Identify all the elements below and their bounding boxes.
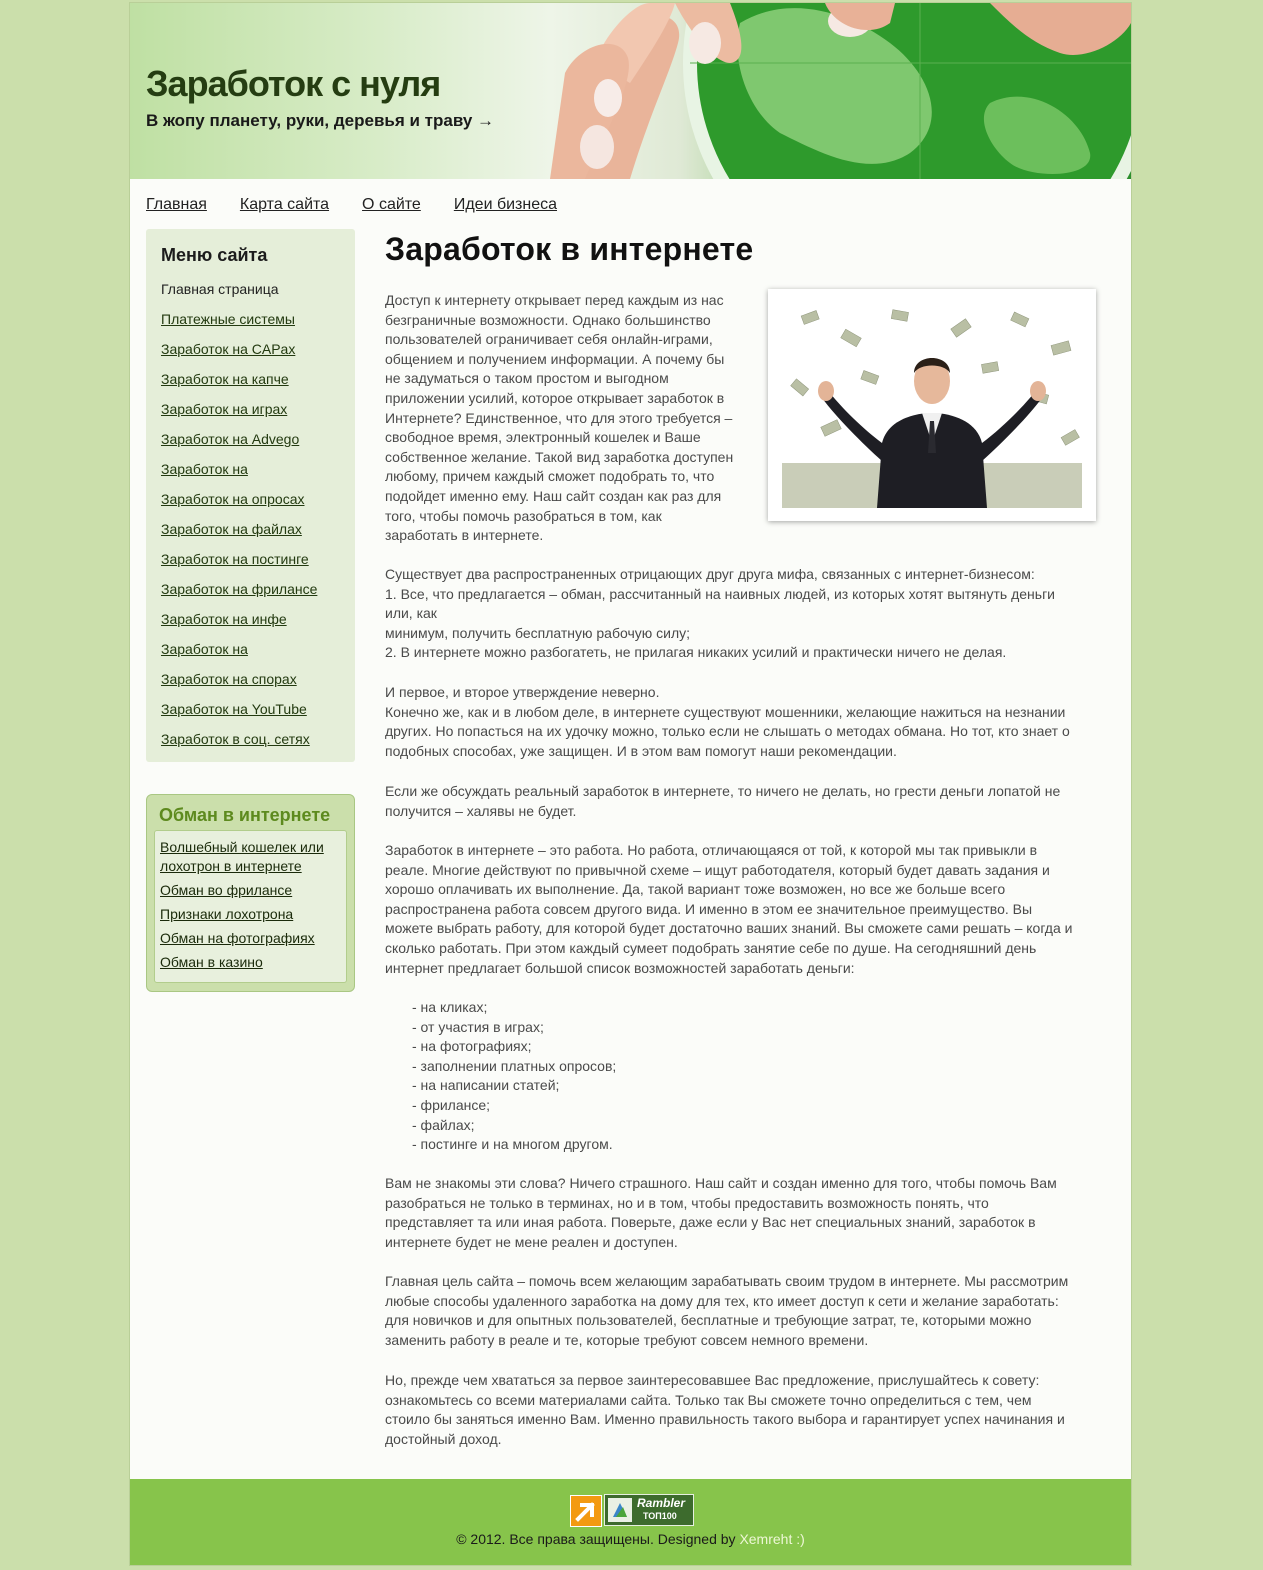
sidebar-item bbox=[161, 731, 317, 761]
sidebar-item-info[interactable]: Заработок на инфе bbox=[161, 611, 287, 627]
intro-line: приложении усилий, которое открывает заработок в bbox=[385, 389, 725, 406]
work-line: можете выбрать работу, для которой будет достаточно ваших знаний. Вы сможете сами решать – когда и bbox=[385, 920, 1073, 937]
sidebar-item bbox=[161, 491, 317, 521]
sidebar-item bbox=[161, 581, 317, 611]
list-item: - фрилансе; bbox=[412, 1096, 491, 1113]
scam-box-title: Обман в интернете bbox=[159, 805, 331, 825]
sidebar-menu-title: Меню сайта bbox=[161, 245, 268, 265]
sidebar-item bbox=[161, 371, 317, 401]
myths-line: 1. Все, что предлагается – обман, рассчитанный на наивных людей, из которых хотят вытянуть деньги bbox=[385, 585, 1055, 602]
goal-line: для новичков и для опытных пользователей, бесплатные и требующие затрат, те, которыми можно bbox=[385, 1312, 1032, 1329]
sidebar-item-surveys[interactable]: Заработок на опросах bbox=[161, 491, 305, 507]
opportunities-list bbox=[412, 998, 616, 1155]
sidebar-item bbox=[161, 551, 317, 581]
sidebar-item-advego[interactable]: Заработок на Advego bbox=[161, 431, 300, 447]
scam-box bbox=[146, 794, 355, 992]
sidebar-item bbox=[161, 401, 317, 431]
intro-line: заработать в интернете. bbox=[385, 527, 544, 544]
advice-line: Но, прежде чем хвататься за первое заинтересовавшее Вас предложение, прислушайтесь к совету: bbox=[385, 1372, 1040, 1388]
top100-label: ТОП100 bbox=[643, 1511, 677, 1521]
site-header bbox=[130, 3, 1131, 179]
intro-line: не задуматься о таком простом и выгодном bbox=[385, 370, 669, 387]
terms-paragraph bbox=[385, 1174, 1057, 1252]
intro-paragraph bbox=[385, 291, 755, 546]
scam-box-inner bbox=[154, 830, 347, 983]
scam-box-list bbox=[160, 838, 340, 977]
work-line: распространена работа совсем другого вида. И именно в этом ее значительное преимущество. Вы bbox=[385, 900, 1033, 917]
terms-line: разобраться не только в терминах, но и в том, чтобы предоставить возможность понять, что bbox=[385, 1194, 989, 1211]
intro-line: любому, причем каждый сможет подобрать то, что bbox=[385, 468, 715, 485]
designer-link[interactable]: Xemreht :) bbox=[739, 1531, 805, 1547]
list-item: - на фотографиях; bbox=[412, 1038, 532, 1055]
list-item: - на написании статей; bbox=[412, 1077, 560, 1094]
sidebar-item bbox=[161, 611, 317, 641]
work-line: интернет предлагает большой список возможностей заработать деньги: bbox=[385, 959, 855, 976]
goal-line: любые способы удаленного заработка на дому для тех, кто имеет доступ к сети и желание заработать: bbox=[385, 1292, 1059, 1309]
sidebar-item-cap[interactable]: Заработок на CAPах bbox=[161, 341, 296, 357]
rambler-label: Rambler bbox=[637, 1496, 686, 1510]
sidebar-item-freelance[interactable]: Заработок на фрилансе bbox=[161, 581, 318, 597]
scam-item bbox=[160, 929, 340, 948]
myths-line: 2. В интернете можно разбогатеть, не прилагая никаких усилий и практически ничего не делая. bbox=[385, 644, 1007, 661]
work-line: Заработок в интернете – это работа. Но работа, отличающаяся от той, к которой мы так привыкли в bbox=[385, 842, 1038, 858]
sidebar-item-social[interactable]: Заработок в соц. сетях bbox=[161, 731, 310, 747]
list-item: - на кликах; bbox=[412, 999, 488, 1015]
intro-line: пользователей ограничивает себя онлайн-играми, bbox=[385, 331, 713, 348]
fraud-paragraph bbox=[385, 683, 1070, 761]
scam-item bbox=[160, 838, 340, 876]
sidebar-item-files[interactable]: Заработок на файлах bbox=[161, 521, 302, 537]
work-paragraph bbox=[385, 841, 1072, 978]
sidebar-item-disputes[interactable]: Заработок на спорах bbox=[161, 671, 297, 687]
site-title[interactable]: Заработок с нуля bbox=[146, 63, 441, 104]
sidebar-item-youtube[interactable]: Заработок на YouTube bbox=[161, 701, 307, 717]
top-navigation bbox=[146, 196, 590, 214]
nav-home-link[interactable]: Главная bbox=[146, 196, 207, 213]
sidebar-item-home: Главная страница bbox=[161, 281, 279, 297]
work-line: хорошо оплачивать их выполнение. Да, такой вариант тоже возможен, но все же больше всего bbox=[385, 881, 1006, 898]
sidebar-item-earning-2[interactable]: Заработок на bbox=[161, 641, 248, 657]
footer-copyright bbox=[130, 1531, 1131, 1547]
scam-item bbox=[160, 881, 340, 900]
goal-line: Главная цель сайта – помочь всем желающим зарабатывать своим трудом в интернете. Мы рассмотрим bbox=[385, 1273, 1069, 1289]
nav-sitemap-link[interactable]: Карта сайта bbox=[239, 196, 330, 213]
list-item: - заполнении платных опросов; bbox=[412, 1057, 617, 1074]
sidebar-item bbox=[161, 431, 317, 461]
scam-item-signs[interactable]: Признаки лохотрона bbox=[160, 906, 294, 922]
page bbox=[129, 2, 1132, 1566]
sidebar-item-games[interactable]: Заработок на играх bbox=[161, 401, 288, 417]
terms-line: представляет та или иная работа. Поверьте, даже если у Вас нет специальных знаний, заработок в bbox=[385, 1214, 1036, 1231]
terms-line: Вам не знакомы эти слова? Ничего страшного. Наш сайт и создан именно для того, чтобы помочь Вам bbox=[385, 1175, 1057, 1191]
article-heading: Заработок в интернете bbox=[385, 231, 754, 267]
intro-line: безграничные возможности. Однако большинство bbox=[385, 311, 711, 328]
scam-item bbox=[160, 953, 340, 972]
sidebar-item bbox=[161, 641, 317, 671]
site-tagline: В жопу планету, руки, деревья и траву → bbox=[146, 111, 495, 130]
scam-item bbox=[160, 905, 340, 924]
advice-paragraph bbox=[385, 1371, 1065, 1449]
intro-line: подойдет именно ему. Наш сайт создан как раз для bbox=[385, 487, 722, 504]
rambler-top100-icon[interactable] bbox=[604, 1494, 694, 1526]
orange-arrow-icon[interactable] bbox=[570, 1495, 602, 1527]
list-item: - постинге и на многом другом. bbox=[412, 1136, 613, 1153]
sidebar-menu-list bbox=[161, 281, 317, 761]
myths-line: Существует два распространенных отрицающих друг друга мифа, связанных с интернет-бизнесом: bbox=[385, 566, 1035, 582]
real-earning-line: Если же обсуждать реальный заработок в интернете, то ничего не делать, но грести деньги лопатой не bbox=[385, 783, 1061, 799]
scam-item-freelance[interactable]: Обман во фрилансе bbox=[160, 882, 293, 898]
scam-item-casino[interactable]: Обман в казино bbox=[160, 954, 263, 970]
myths-line: или, как bbox=[385, 605, 437, 622]
goal-line: заменить работу в реале и те, которые требуют совсем немного времени. bbox=[385, 1331, 869, 1348]
money-rain-businessman-image bbox=[782, 303, 1082, 508]
fraud-line: подобных способах, уже защищен. И в этом вам помогут наши рекомендации. bbox=[385, 742, 897, 759]
advice-line: ознакомьтесь со всеми материалами сайта. Только так Вы сможете точно определиться с тем, чем bbox=[385, 1391, 1032, 1408]
fraud-line: других. Но попасться на их удочку можно, только если не слышать о методах обмана. Но тот, кто знает о bbox=[385, 723, 1070, 740]
site-footer bbox=[130, 1479, 1131, 1565]
scam-item-magic-wallet[interactable]: Волшебный кошелек или лохотрон в интернете bbox=[160, 839, 324, 874]
sidebar-item-earning-1[interactable]: Заработок на bbox=[161, 461, 248, 477]
sidebar-item bbox=[161, 521, 317, 551]
intro-line: Доступ к интернету открывает перед каждым из нас bbox=[385, 292, 724, 308]
intro-line: свободное время, электронный кошелек и Ваше bbox=[385, 429, 701, 446]
list-item: - файлах; bbox=[412, 1116, 475, 1133]
sidebar-item bbox=[161, 671, 317, 701]
sidebar-item-captcha[interactable]: Заработок на капче bbox=[161, 371, 289, 387]
copyright-text: © 2012. Все права защищены. Designed by bbox=[456, 1531, 740, 1547]
sidebar-item-posting[interactable]: Заработок на постинге bbox=[161, 551, 309, 567]
intro-line: Интернете? Единственное, что для этого требуется – bbox=[385, 409, 733, 426]
real-earning-line: получится – халявы не будет. bbox=[385, 802, 577, 819]
real-earning-paragraph bbox=[385, 782, 1060, 821]
intro-line: собственное желание. Такой вид заработка доступен bbox=[385, 448, 734, 465]
myths-paragraph bbox=[385, 565, 1055, 663]
sidebar-menu bbox=[146, 229, 355, 762]
goal-paragraph bbox=[385, 1272, 1068, 1350]
sidebar-item bbox=[161, 701, 317, 731]
list-item: - от участия в играх; bbox=[412, 1018, 544, 1035]
myths-line: минимум, получить бесплатную рабочую силу; bbox=[385, 624, 691, 641]
terms-line: интернете будет не мене реален и доступен. bbox=[385, 1233, 678, 1250]
work-line: реале. Многие действуют по привычной схеме – ищут работодателя, который будет давать задания и bbox=[385, 861, 1050, 878]
nav-business-ideas-link[interactable]: Идеи бизнеса bbox=[453, 196, 558, 213]
sidebar-item bbox=[161, 341, 317, 371]
advice-line: достойный доход. bbox=[385, 1430, 502, 1447]
fraud-line: Конечно же, как и в любом деле, в интернете существуют мошенники, желающие нажиться на незнании bbox=[385, 703, 1066, 720]
intro-line: общением и получением информации. А почему бы bbox=[385, 350, 725, 367]
advice-line: стоило бы заняться именно Вам. Именно правильность такого выбора и гарантирует успех начинания и bbox=[385, 1411, 1065, 1428]
sidebar-item bbox=[161, 311, 317, 341]
fraud-line: И первое, и второе утверждение неверно. bbox=[385, 684, 660, 700]
intro-line: того, чтобы помочь разобраться в том, как bbox=[385, 507, 662, 524]
sidebar-item-payment-systems[interactable]: Платежные системы bbox=[161, 311, 295, 327]
scam-item-photos[interactable]: Обман на фотографиях bbox=[160, 930, 315, 946]
work-line: сколько работать. При этом каждый сумеет подобрать занятие себе по душе. На сегодняшний день bbox=[385, 939, 1037, 956]
nav-about-link[interactable]: О сайте bbox=[362, 196, 421, 213]
sidebar-item bbox=[161, 461, 317, 491]
article-photo bbox=[768, 289, 1096, 521]
